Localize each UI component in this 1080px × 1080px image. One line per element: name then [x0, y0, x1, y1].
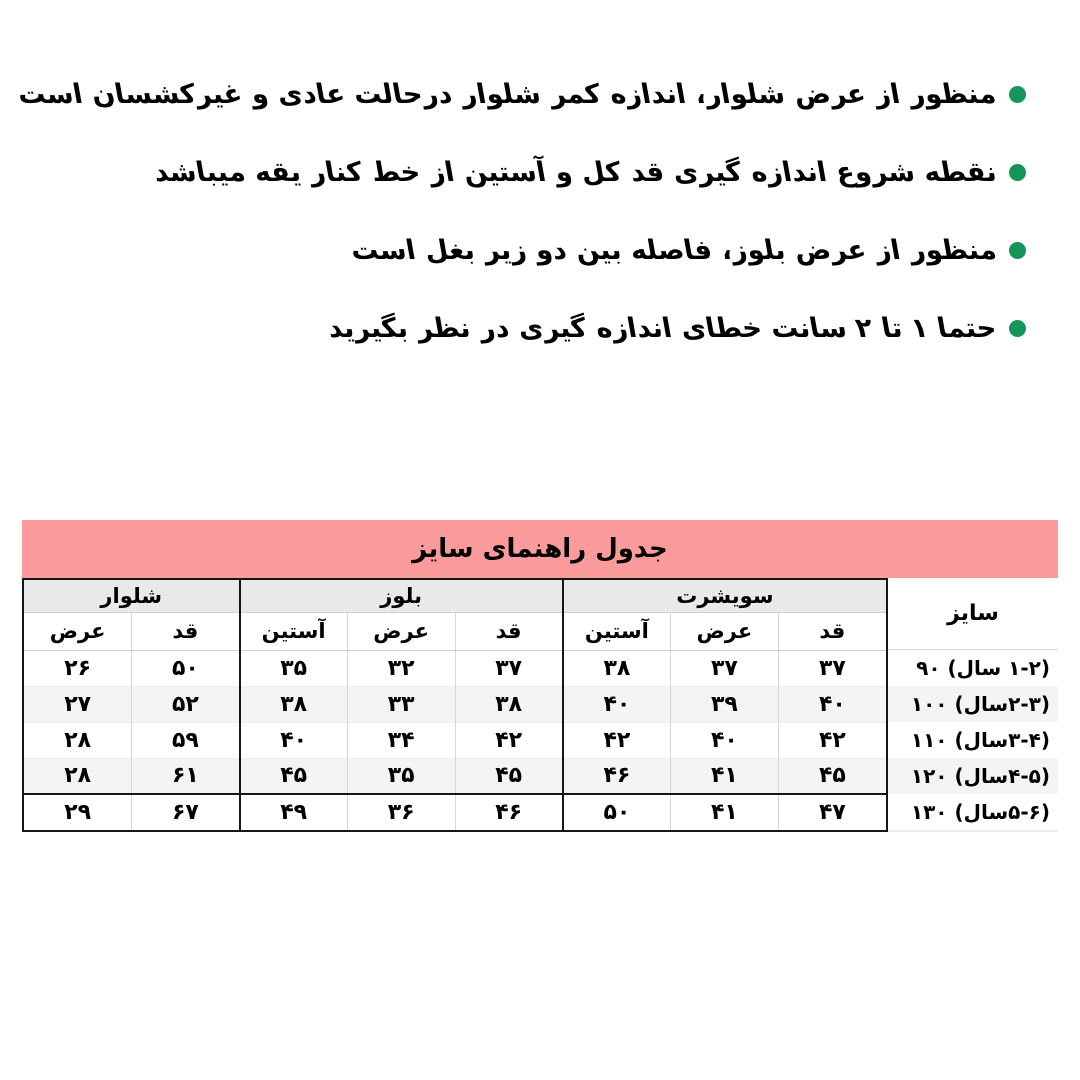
- table-title: جدول راهنمای سایز: [412, 534, 668, 564]
- measurement-cell: ۳۲: [347, 650, 455, 686]
- table-title-bar: [22, 520, 1058, 578]
- measurement-cell: ۳۳: [347, 686, 455, 722]
- note-item: [18, 152, 1026, 192]
- table-row: [24, 758, 886, 794]
- measurement-cell: ۴۶: [455, 794, 563, 830]
- measurement-cell: ۳۸: [563, 650, 671, 686]
- measurement-cell: ۳۵: [347, 758, 455, 794]
- measurement-cell: ۳۷: [671, 650, 779, 686]
- sub-header-cell: قد: [778, 612, 886, 650]
- measurement-cell: ۴۶: [563, 758, 671, 794]
- note-text: نقطه شروع اندازه گیری قد کل و آستین از خط کنار یقه میباشد: [151, 156, 999, 188]
- measurement-cell: ۴۰: [671, 722, 779, 758]
- size-column-header: سایز: [888, 578, 1058, 650]
- sub-header-cell: آستین: [240, 612, 348, 650]
- table-row: [24, 794, 886, 830]
- measurement-cell: ۵۲: [132, 686, 240, 722]
- measurement-cell: ۳۷: [455, 650, 563, 686]
- table-row: [24, 686, 886, 722]
- size-label-cell: (۵-۶سال) ۱۳۰: [910, 800, 1050, 824]
- table-row: [24, 722, 886, 758]
- measurements-table: [24, 580, 886, 830]
- measurement-cell: ۴۲: [455, 722, 563, 758]
- bullet-dot-icon: [1009, 164, 1026, 181]
- sub-header-cell: قد: [455, 612, 563, 650]
- measurement-cell: ۲۶: [64, 655, 92, 681]
- size-guide-table: [22, 520, 1058, 832]
- measurement-cell: ۶۱: [132, 758, 240, 794]
- measurements-grid: [22, 578, 888, 832]
- measurement-cell: ۲۷: [24, 686, 132, 722]
- sub-header-cell: قد: [132, 612, 240, 650]
- group-header-cell: بلوز: [240, 580, 563, 612]
- sub-header-cell: عرض: [347, 612, 455, 650]
- measurement-cell: ۳۵: [240, 650, 348, 686]
- size-label-cell: (۳-۴سال) ۱۱۰: [910, 728, 1050, 752]
- measurement-cell: ۴۹: [240, 794, 348, 830]
- measurement-cell: ۴۰: [778, 686, 886, 722]
- note-text: منظور از عرض شلوار، اندازه کمر شلوار درحالت عادی و غیرکشسان است: [15, 78, 999, 110]
- table-body-wrap: [22, 578, 1058, 832]
- measurement-cell: ۵۰: [132, 650, 240, 686]
- measurement-cell: ۲۸: [24, 758, 132, 794]
- measurement-cell: ۴۰: [563, 686, 671, 722]
- measurement-cell: ۶۷: [132, 794, 240, 830]
- measurement-cell: ۴۰: [240, 722, 348, 758]
- note-item: [18, 308, 1026, 348]
- note-item: [15, 74, 1026, 114]
- measurement-cell: ۳۸: [455, 686, 563, 722]
- sub-header-cell: آستین: [563, 612, 671, 650]
- measurement-cell: ۳۷: [778, 650, 886, 686]
- note-text: منظور از عرض بلوز، فاصله بین دو زیر بغل است: [348, 234, 999, 266]
- measurement-cell: ۳۸: [240, 686, 348, 722]
- group-header-cell: شلوار: [24, 580, 240, 612]
- group-header-row: [24, 580, 886, 612]
- table-row: [24, 650, 886, 686]
- sub-header-row: [24, 612, 886, 650]
- measurement-cell: ۵۰: [563, 794, 671, 830]
- measurement-cell: ۲۹: [24, 794, 132, 830]
- size-label-cell: (۴-۵سال) ۱۲۰: [888, 758, 1058, 794]
- size-label-cell: (۲-۳سال) ۱۰۰: [888, 686, 1058, 722]
- size-label-cell: (۱-۲ سال) ۹۰: [916, 656, 1050, 680]
- bullet-dot-icon: [1009, 86, 1026, 103]
- note-item: [18, 230, 1026, 270]
- group-header-cell: سویشرت: [563, 580, 886, 612]
- measurement-cell: ۳۹: [671, 686, 779, 722]
- measurement-cell: ۴۵: [240, 758, 348, 794]
- measurement-cell: ۴۵: [778, 758, 886, 794]
- bullet-dot-icon: [1009, 320, 1026, 337]
- measurement-cell: ۴۱: [671, 794, 779, 830]
- sub-header-cell: عرض: [24, 612, 132, 650]
- sub-header-cell: عرض: [671, 612, 779, 650]
- measurement-cell: ۳۴: [347, 722, 455, 758]
- measurement-cell: ۵۹: [132, 722, 240, 758]
- measurement-cell: ۴۲: [778, 722, 886, 758]
- note-text: حتما ۱ تا ۲ سانت خطای اندازه گیری در نظر بگیرید: [325, 312, 999, 344]
- measurement-notes: [15, 74, 1026, 348]
- bullet-dot-icon: [1009, 242, 1026, 259]
- measurement-cell: ۲۸: [24, 722, 132, 758]
- measurement-cell: ۳۶: [347, 794, 455, 830]
- measurement-cell: ۴۱: [671, 758, 779, 794]
- measurement-cell: ۴۵: [455, 758, 563, 794]
- measurement-cell: ۴۷: [778, 794, 886, 830]
- size-column: [888, 578, 1058, 832]
- measurement-cell: ۴۲: [563, 722, 671, 758]
